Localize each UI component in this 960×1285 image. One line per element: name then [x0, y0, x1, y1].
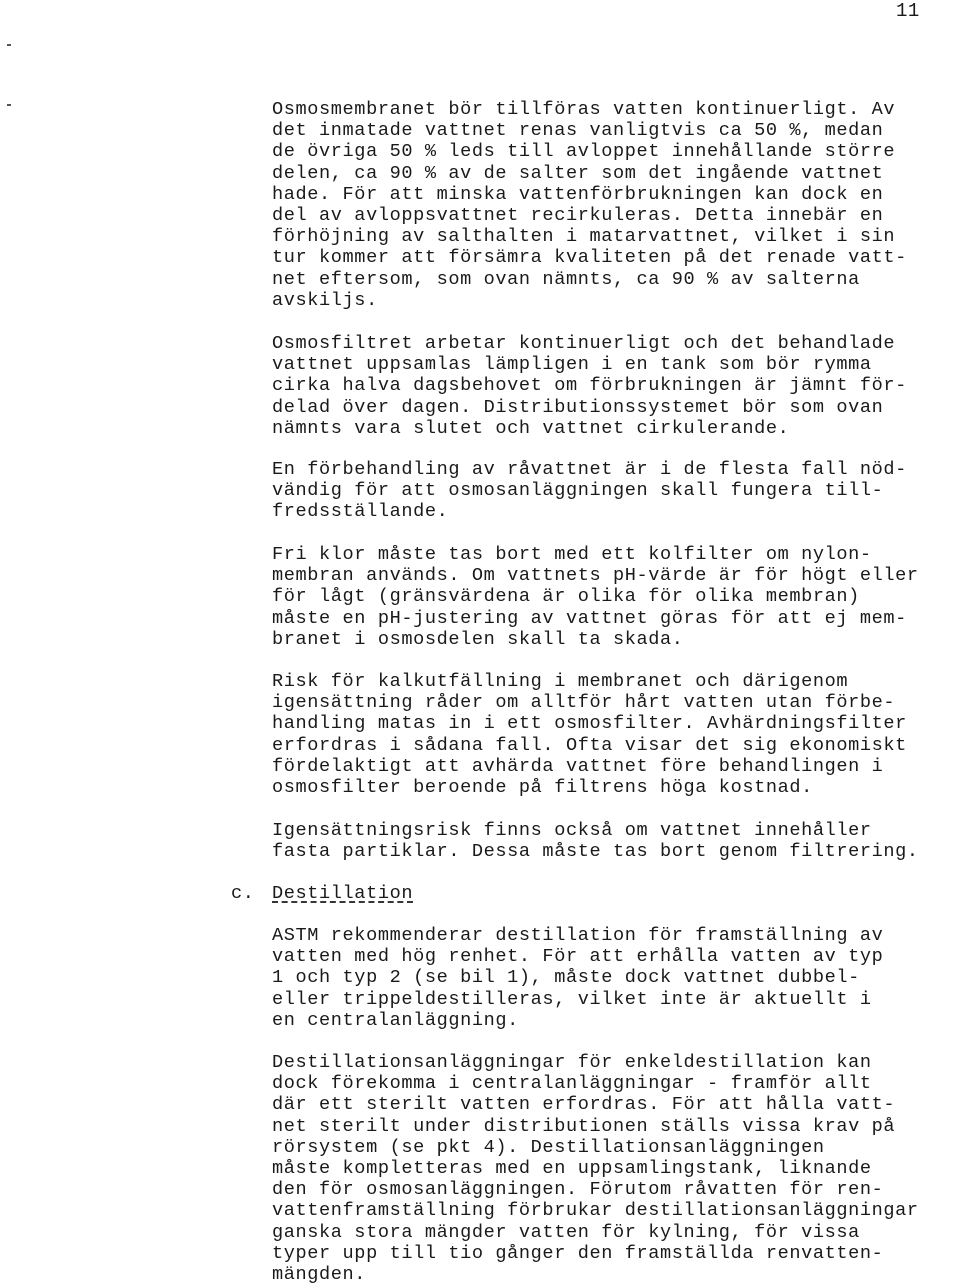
paragraph-osmosis-membrane-feed: Osmosmembranet bör tillföras vatten kontinuerligt. Av det inmatade vattnet renas vanligtvis ca 50 %, medan de övriga 50 % leds till avloppet innehållande större delen, ca 90 % av de salter som det ingående vattnet hade. För att minska vattenförbrukningen kan dock en del av avloppsvattnet recirkuleras. Detta innebär en förhöjning av salthalten i matarvattnet, vilket i sin tur kommer att försämra kvaliteten på det renade vatt- net eftersom, som ovan nämnts, ca 90 % av salterna avskiljs.	[272, 99, 907, 311]
section-heading: Destillation	[272, 883, 414, 904]
margin-mark	[7, 44, 11, 46]
paragraph-astm-distillation: ASTM rekommenderar destillation för framställning av vatten med hög renhet. För att erhålla vatten av typ 1 och typ 2 (se bil 1), måste dock vattnet dubbel- eller trippeldestilleras, vilket inte är aktuellt i en centralanläggning.	[272, 925, 884, 1031]
section-marker: c.	[231, 883, 255, 904]
paragraph-osmosis-filter-operation: Osmosfiltret arbetar kontinuerligt och det behandlade vattnet uppsamlas lämpligen i en tank som bör rymma cirka halva dagsbehovet om förbrukningen är jämnt för- delad över dagen. Distributionssystemet bör som ovan nämnts vara slutet och vattnet cirkulerande.	[272, 333, 907, 439]
paragraph-pretreatment: En förbehandling av råvattnet är i de flesta fall nöd- vändig för att osmosanläggningen skall fungera till- fredsställande.	[272, 459, 907, 523]
paragraph-clogging-risk: Igensättningsrisk finns också om vattnet innehåller fasta partiklar. Dessa måste tas bort genom filtrering.	[272, 820, 919, 863]
page-number: 11	[896, 0, 920, 22]
paragraph-scaling-risk: Risk för kalkutfällning i membranet och därigenom igensättning råder om alltför hårt vatten utan förbe- handling matas in i ett osmosfilter. Avhärdningsfilter erfordras i sådana fall. Ofta visar det sig ekonomiskt fördelaktigt att avhärda vattnet före behandlingen i osmosfilter beroende på filtrens höga kostnad.	[272, 671, 907, 799]
margin-mark	[7, 104, 11, 106]
paragraph-free-chlorine: Fri klor måste tas bort med ett kolfilter om nylon- membran används. Om vattnets pH-värde är för högt eller för lågt (gränsvärdena är olika för olika membran) måste en pH-justering av vattnet göras för att ej mem- branet i osmosdelen skall ta skada.	[272, 544, 919, 650]
paragraph-distillation-plants: Destillationsanläggningar för enkeldestillation kan dock förekomma i centralanläggningar - framför allt där ett sterilt vatten erfordras. För att hålla vatt- net sterilt under distributionen ställs vissa krav på rörsystem (se pkt 4). Destillationsanläggningen måste kompletteras med en uppsamlingstank, liknande den för osmosanläggningen. Förutom råvatten för ren- vattenframställning förbrukar destillationsanläggningar ganska stora mängder vatten för kylning, för vissa typer upp till tio gånger den framställda renvatten- mängden.	[272, 1052, 919, 1285]
